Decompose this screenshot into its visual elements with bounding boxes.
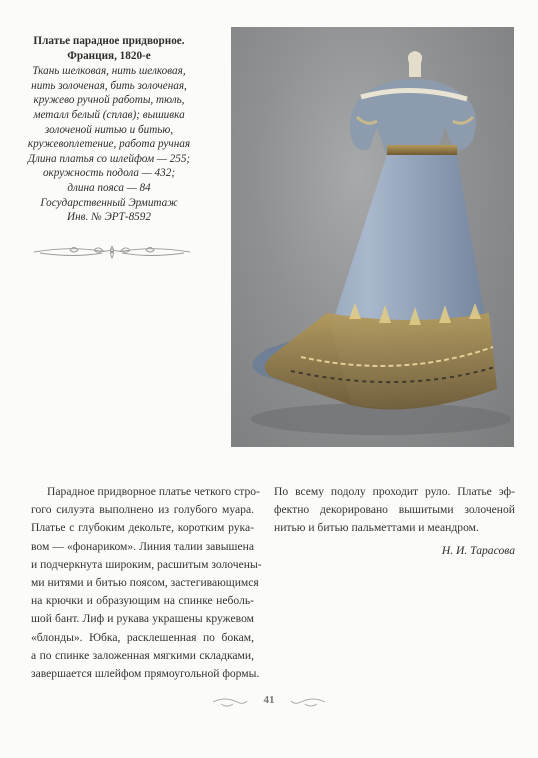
body-text-right-column: [274, 483, 515, 538]
caption-desc-line: Инв. № ЭРТ-8592: [67, 211, 151, 224]
ornamental-divider-icon: [30, 240, 194, 264]
body-text-left-column: [31, 483, 262, 683]
caption-desc-line: длина пояса — 84: [67, 181, 151, 194]
body-text-line: на крючки и образующим на спинке неболь-: [31, 594, 254, 608]
caption-desc-line: окружность подола — 432;: [42, 167, 176, 180]
author-signature: Н. И. Тарасова: [441, 544, 515, 557]
caption-description: [20, 64, 198, 225]
body-text-line: По всему подолу проходит руло. Платье эф-: [274, 485, 515, 498]
dress-photograph: [231, 27, 514, 447]
caption-desc-line: золоченой нитью и битью,: [44, 123, 174, 136]
caption-desc-line: нить золоченая, бить золоченая,: [31, 79, 187, 92]
caption-desc-line: Государственный Эрмитаж: [40, 196, 178, 209]
caption-desc-line: кружево ручной работы, тюль,: [33, 94, 185, 107]
object-caption: [20, 34, 198, 225]
body-text-line: Парадное придворное платье четкого стро-: [47, 485, 260, 498]
body-text-line: «блонды». Юбка, расклешенная по бокам,: [31, 630, 254, 644]
body-text-line: завершается шлейфом прямоугольной формы.: [31, 667, 260, 681]
caption-desc-line: Длина платья со шлейфом — 255;: [27, 152, 191, 165]
body-text-line: фектно декорировано вышитыми золоченой: [274, 503, 515, 517]
page-number: 41: [263, 694, 275, 706]
body-text-line: нитью и битью пальметтами и меандром.: [274, 521, 479, 535]
court-dress-image: [231, 27, 514, 447]
body-text-line: вом — «фонариком». Линия талии завышена: [31, 539, 254, 553]
caption-desc-line: Ткань шелковая, нить шелковая,: [32, 65, 186, 78]
body-text-line: а по спинке заложенная мягкими складками,: [31, 648, 254, 662]
caption-title-line-2: Франция, 1820-е: [67, 49, 151, 62]
caption-title-line-1: Платье парадное придворное.: [33, 35, 185, 47]
caption-desc-line: металл белый (сплав); вышивка: [33, 108, 185, 121]
body-text-line: Платье с глубоким декольте, коротким рука-: [31, 521, 254, 535]
caption-desc-line: кружевоплетение, работа ручная: [27, 138, 191, 151]
body-text-line: ми нитями и битью поясом, застегивающимся: [31, 576, 259, 590]
body-text-line: шой бант. Лиф и рукава украшены кружевом: [31, 612, 254, 626]
body-text-line: и подчеркнута широким, расшитым золочены-: [31, 557, 262, 571]
body-text-line: гого силуэта выполнено из голубого муара.: [31, 503, 254, 517]
